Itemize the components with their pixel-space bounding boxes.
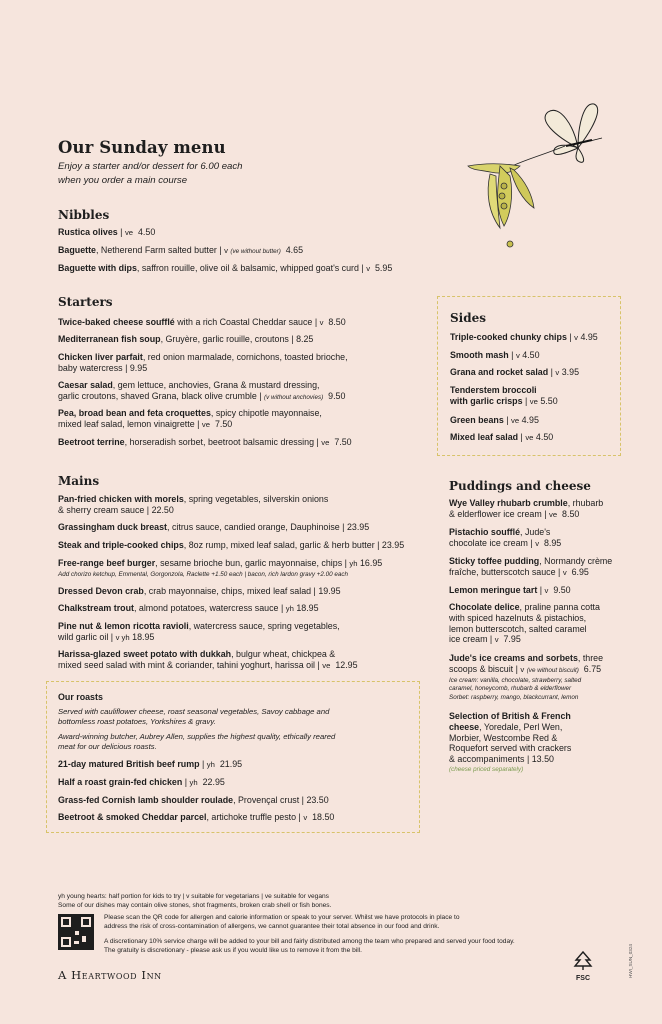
print-code: HWI_SUN_0324: [628, 944, 633, 978]
menu-item: Wye Valley rhubarb crumble, rhubarb & elderflower ice cream | ve 8.50: [449, 498, 604, 519]
menu-item: Selection of British & French cheese, Yoredale, Perl Wen, Morbier, Westcombe Red & Roquefort served with crackers & accompaniments | 13.50 (cheese priced separately): [449, 711, 572, 773]
tree-icon: [571, 950, 595, 970]
menu-item: Lemon meringue tart | v 9.50: [449, 585, 571, 595]
menu-item: Mediterranean fish soup, Gruyère, garlic rouille, croutons | 8.25: [58, 334, 314, 344]
menu-item: Pine nut & lemon ricotta ravioli, watercress sauce, spring vegetables, wild garlic oil | v yh 18.95: [58, 621, 340, 642]
section-heading-sides: Sides: [450, 311, 487, 325]
menu-item: Steak and triple-cooked chips, 8oz rump, mixed leaf salad, garlic & herb butter | 23.95: [58, 540, 405, 550]
menu-item: Pan-fried chicken with morels, spring vegetables, silverskin onions & sherry cream sauce | 22.50: [58, 494, 329, 515]
menu-item: Grassingham duck breast, citrus sauce, candied orange, Dauphinoise | 23.95: [58, 522, 370, 532]
section-heading-nibbles: Nibbles: [58, 208, 110, 222]
menu-item: Baguette, Netherend Farm salted butter | v (ve without butter) 4.65: [58, 245, 304, 255]
menu-item: Triple-cooked chunky chips | v 4.95: [450, 332, 598, 342]
menu-item: Sticky toffee pudding, Normandy crème fraîche, butterscotch sauce | v 6.95: [449, 556, 613, 577]
dietary-legend: yh young hearts: half portion for kids to try | v suitable for vegetarians | ve suitable for vegans Some of our dishes may contain olive stones, shot fragments, broken crab shell or fish bones.: [58, 893, 332, 909]
page-title: Our Sunday menu: [58, 138, 226, 157]
menu-item: Pistachio soufflé, Jude's chocolate ice cream | v 8.95: [449, 527, 562, 548]
section-heading-mains: Mains: [58, 474, 100, 488]
roasts-butcher-note: Award-winning butcher, Aubrey Allen, supplies the highest quality, ethically reared meat for our delicious roasts.: [58, 732, 336, 751]
section-heading-puddings: Puddings and cheese: [449, 479, 591, 493]
menu-item: Green beans | ve 4.95: [450, 415, 539, 425]
section-heading-starters: Starters: [58, 295, 113, 309]
fsc-logo: FSC: [570, 950, 596, 983]
menu-item: Chalkstream trout, almond potatoes, watercress sauce | yh 18.95: [58, 603, 319, 613]
menu-item: Tenderstem broccoli with garlic crisps | ve 5.50: [450, 385, 558, 406]
service-charge-note: A discretionary 10% service charge will be added to your bill and fairly distributed among the team who prepared and served your food today. The gratuity is discretionary - please ask us if you would like us to remove it from the bill.: [104, 938, 515, 954]
menu-item: Twice-baked cheese soufflé with a rich Coastal Cheddar sauce | v 8.50: [58, 317, 346, 327]
menu-item: Caesar salad, gem lettuce, anchovies, Grana & mustard dressing, garlic croutons, shaved Grana, black olive crumble | (v without anchovies) 9.50: [58, 380, 346, 401]
intro-text: Enjoy a starter and/or dessert for 6.00 each when you order a main course: [58, 161, 243, 186]
menu-item: Pea, broad bean and feta croquettes, spicy chipotle mayonnaise, mixed leaf salad, lemon vinaigrette | ve 7.50: [58, 408, 322, 429]
menu-item: 21-day matured British beef rump | yh 21.95: [58, 759, 243, 769]
menu-item: Chicken liver parfait, red onion marmalade, cornichons, toasted brioche, baby watercress | 9.95: [58, 352, 348, 373]
menu-item: Beetroot & smoked Cheddar parcel, artichoke truffle pesto | v 18.50: [58, 812, 335, 822]
menu-item: Half a roast grain-fed chicken | yh 22.95: [58, 777, 225, 787]
menu-item: Baguette with dips, saffron rouille, olive oil & balsamic, whipped goat's curd | v 5.95: [58, 263, 393, 273]
menu-item: Free-range beef burger, sesame brioche bun, garlic mayonnaise, chips | yh 16.95 Add chorizo ketchup, Emmental, Gorgonzola, Raclette +1.50 each | bacon, rich lardon gravy +2.00 each: [58, 558, 383, 578]
roasts-intro: Served with cauliflower cheese, roast seasonal vegetables, Savoy cabbage and bottomless roast potatoes, Yorkshires & gravy.: [58, 707, 330, 726]
menu-item: Harissa-glazed sweet potato with dukkah, bulgur wheat, chickpea & mixed seed salad with mint & coriander, tahini yoghurt, harissa oil | ve 12.95: [58, 649, 358, 670]
butterfly-icon: [545, 104, 602, 162]
menu-item: Smooth mash | v 4.50: [450, 350, 540, 360]
menu-item: Grana and rocket salad | v 3.95: [450, 367, 580, 377]
menu-item: Mixed leaf salad | ve 4.50: [450, 432, 554, 442]
brand-logo: A Heartwood Inn: [58, 968, 162, 982]
menu-item: Jude's ice creams and sorbets, three scoops & biscuit | v (ve without biscuit) 6.75 Ice cream: vanilla, chocolate, strawberry, salted caramel, honeycomb, rhubarb & elderflower Sorbet: raspberry, mango, blackcurrant, lemon: [449, 653, 604, 701]
sides-box: [437, 296, 621, 456]
butterfly-peapod-illustration: [460, 96, 610, 256]
menu-item: Dressed Devon crab, crab mayonnaise, chips, mixed leaf salad | 19.95: [58, 586, 341, 596]
menu-item: Grass-fed Cornish lamb shoulder roulade, Provençal crust | 23.50: [58, 795, 329, 805]
roasts-heading: Our roasts: [58, 692, 103, 702]
menu-item: Beetroot terrine, horseradish sorbet, beetroot balsamic dressing | ve 7.50: [58, 437, 352, 447]
menu-item: Chocolate delice, praline panna cotta with spiced hazelnuts & pistachios, lemon butterscotch, salted caramel ice cream | v 7.95: [449, 602, 600, 645]
menu-item: Rustica olives | ve 4.50: [58, 227, 156, 237]
qr-code-icon[interactable]: [58, 914, 94, 950]
pea-pod-icon: [468, 164, 534, 247]
allergen-note: Please scan the QR code for allergen and calorie information or speak to your server. Whilst we have protocols in place to address the risk of cross-contamination of allergens, we cannot guarantee their total absence in our food and drink.: [104, 914, 460, 930]
roasts-box: [46, 681, 420, 833]
